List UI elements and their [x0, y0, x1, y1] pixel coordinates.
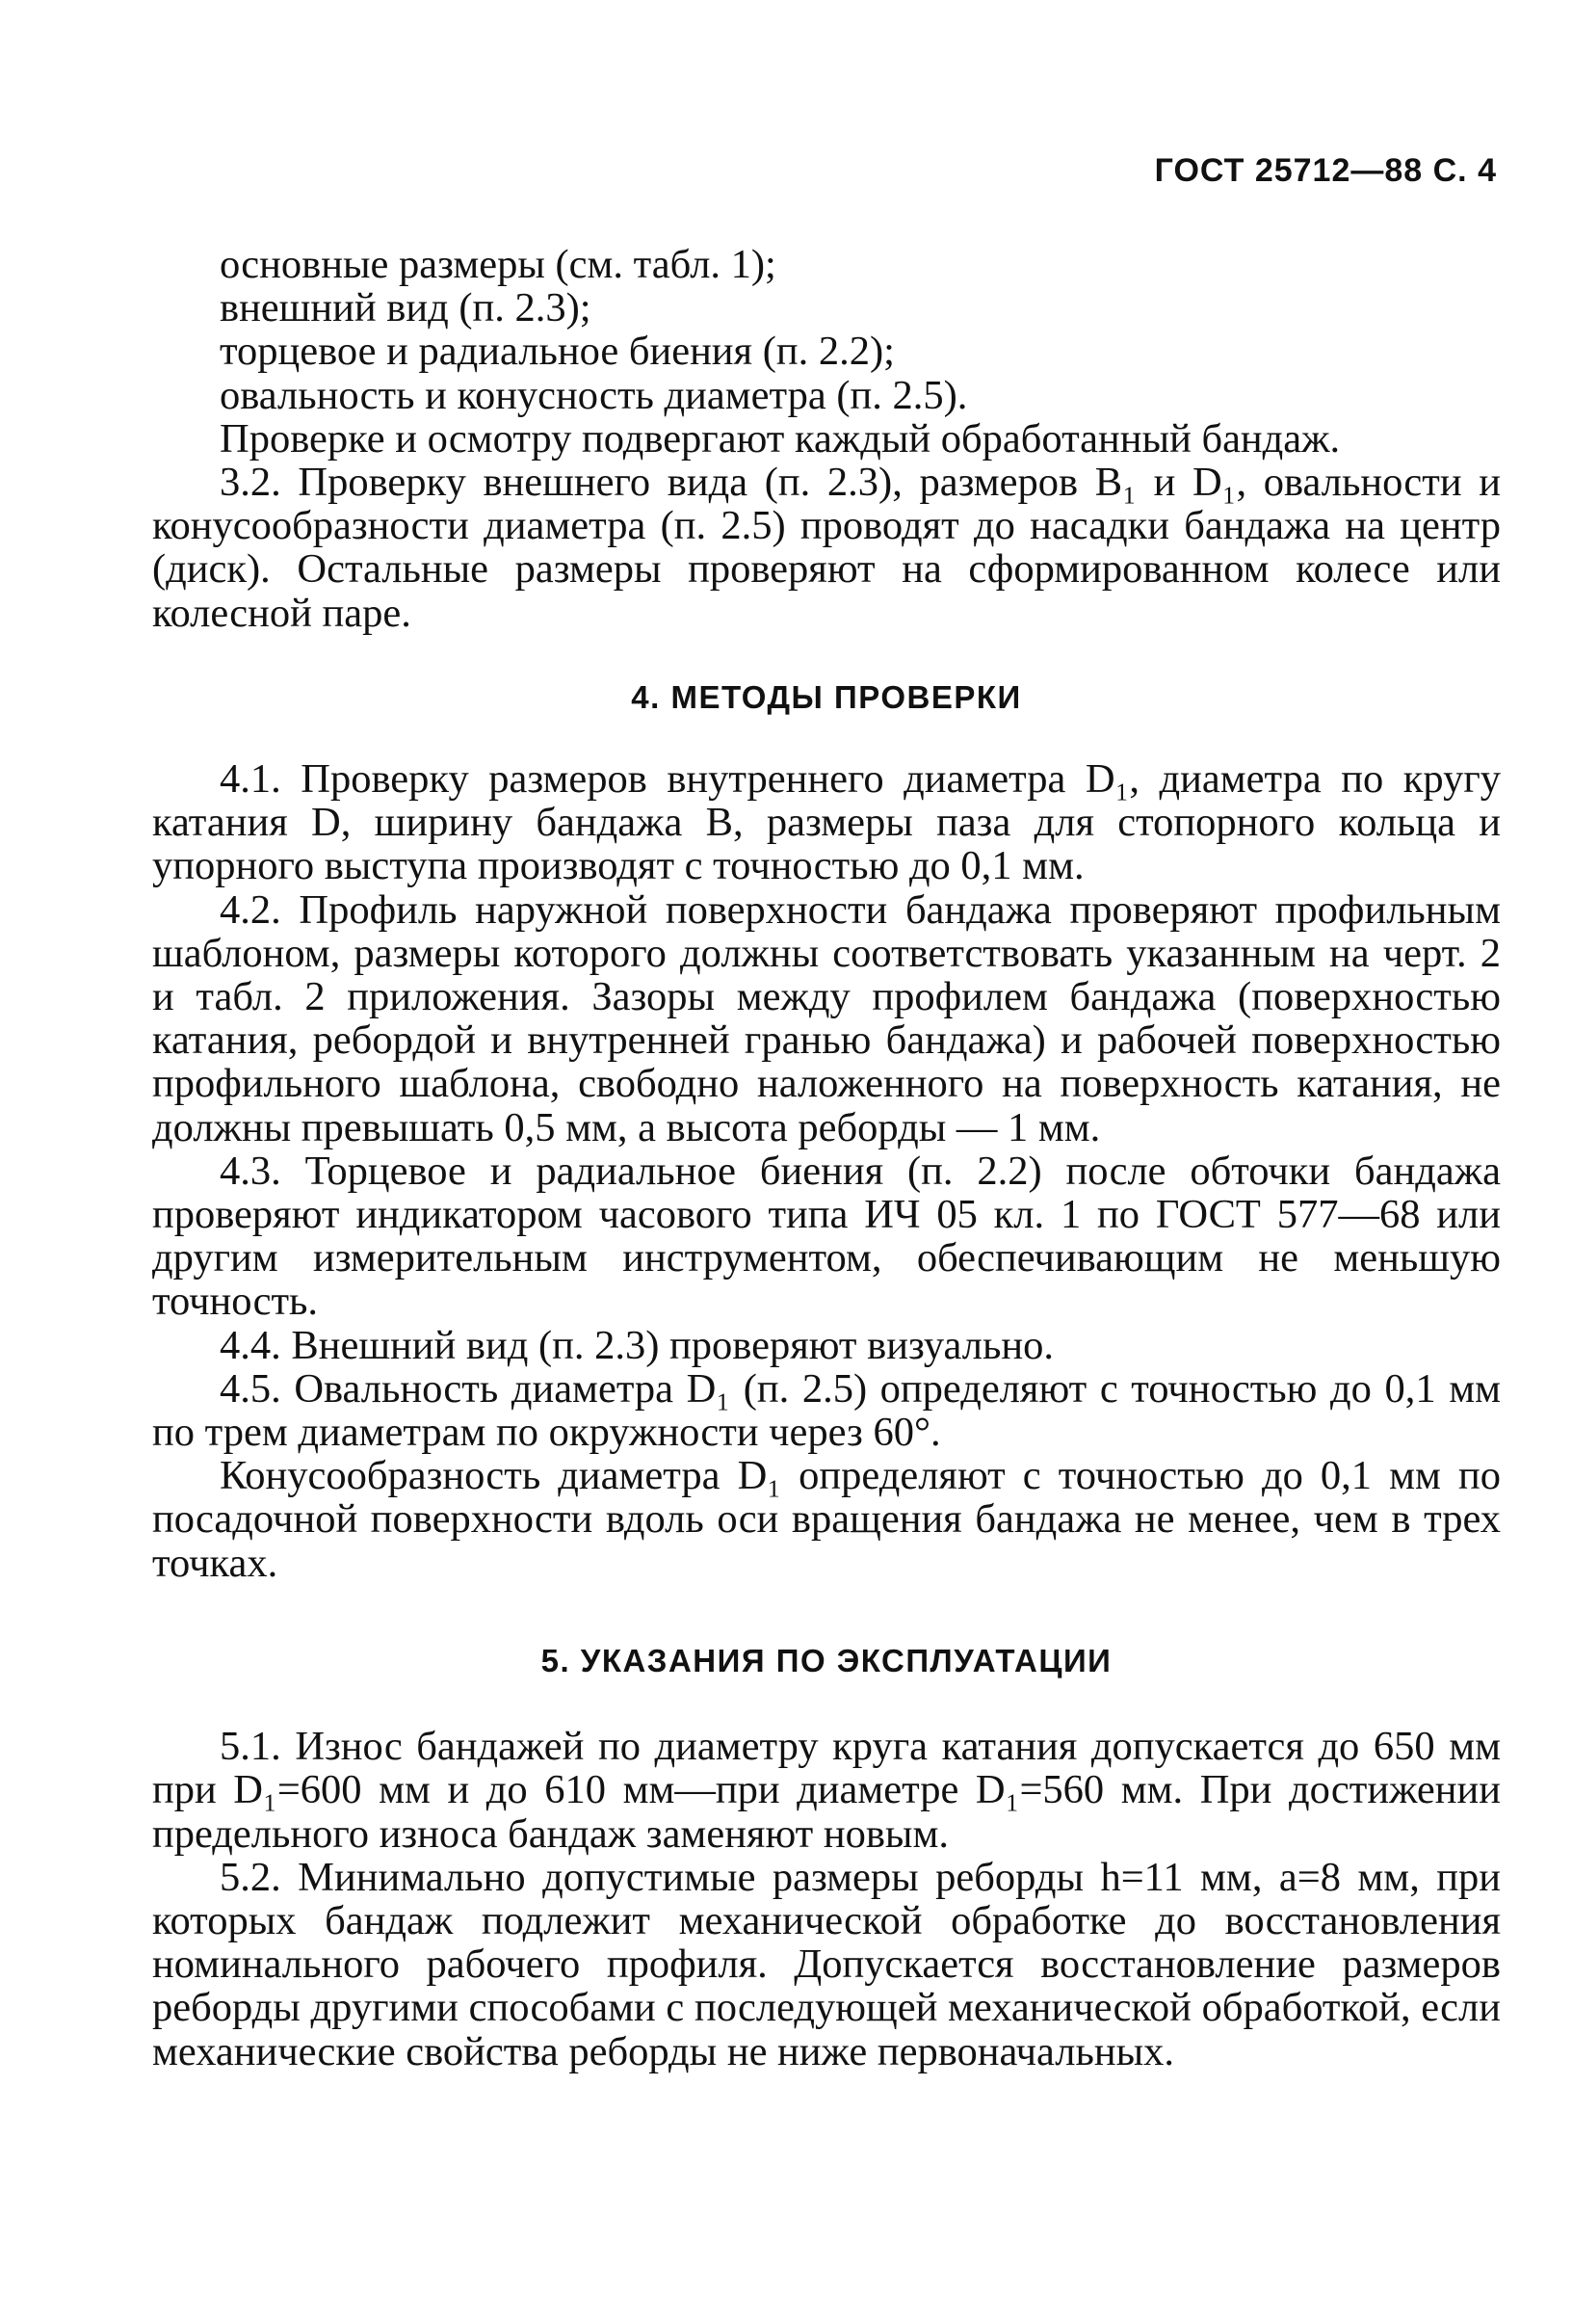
paragraph-5-2: 5.2. Минимально допустимые размеры реборды h=11 мм, a=8 мм, при которых бандаж подлежит механической обработке до восстановления номинального рабочего профиля. Допускается восстановление размеров реборды другими способами с последующей механической обработкой, если механические свойства реборды не ниже первоначальных. [152, 1854, 1501, 2074]
section-5-heading: 5. УКАЗАНИЯ ПО ЭКСПЛУАТАЦИИ [540, 1642, 1113, 1678]
list-item: торцевое и радиальное биения (п. 2.2); [220, 329, 895, 375]
paragraph-4-4: 4.4. Внешний вид (п. 2.3) проверяют визуально. [220, 1322, 1054, 1368]
paragraph-5-1: 5.1. Износ бандажей по диаметру круга катания допускается до 650 мм при D₁=600 мм и до 610 мм—при диаметре D₁=560 мм. При достижении предельного износа бандаж заменяют новым. [152, 1724, 1501, 1857]
section-4-heading: 4. МЕТОДЫ ПРОВЕРКИ [631, 678, 1022, 715]
list-item: внешний вид (п. 2.3); [220, 285, 591, 331]
paragraph-inspection: Проверке и осмотру подвергают каждый обработанный бандаж. [220, 415, 1341, 462]
paragraph-4-5: 4.5. Овальность диаметра D₁ (п. 2.5) определяют с точностью до 0,1 мм по трем диаметрам по окружности через 60°. [152, 1365, 1501, 1456]
paragraph-3-2: 3.2. Проверку внешнего вида (п. 2.3), размеров B₁ и D₁, овальности и конусообразности диаметра (п. 2.5) проводят до насадки бандажа на центр (диск). Остальные размеры проверяют на сформированном колесе или колесной паре. [152, 460, 1501, 636]
document-body [152, 243, 1501, 2073]
paragraph-4-5-conicity: Конусообразность диаметра D₁ определяют с точностью до 0,1 мм по посадочной поверхности вдоль оси вращения бандажа не менее, чем в трех точках. [152, 1453, 1501, 1586]
paragraph-4-3: 4.3. Торцевое и радиальное биения (п. 2.2) после обточки бандажа проверяют индикатором часового типа ИЧ 05 кл. 1 по ГОСТ 577—68 или другим измерительным инструментом, обеспечивающим не меньшую точность. [152, 1148, 1501, 1325]
running-header: ГОСТ 25712—88 С. 4 [1154, 152, 1497, 189]
paragraph-4-1: 4.1. Проверку размеров внутреннего диаметра D₁, диаметра по кругу катания D, ширину бандажа B, размеры паза для стопорного кольца и упорного выступа производят с точностью до 0,1 мм. [152, 756, 1501, 889]
list-item: основные размеры (см. табл. 1); [220, 242, 776, 287]
list-item: овальность и конусность диаметра (п. 2.5). [220, 372, 968, 418]
inspection-list [152, 243, 1501, 417]
paragraph-4-2: 4.2. Профиль наружной поверхности бандажа проверяют профильным шаблоном, размеры которого должны соответствовать указанным на черт. 2 и табл. 2 приложения. Зазоры между профилем бандажа (поверхностью катания, ребордой и внутренней гранью бандажа) и рабочей поверхностью профильного шаблона, свободно наложенного на поверхность катания, не должны превышать 0,5 мм, а высота реборды — 1 мм. [152, 886, 1501, 1150]
